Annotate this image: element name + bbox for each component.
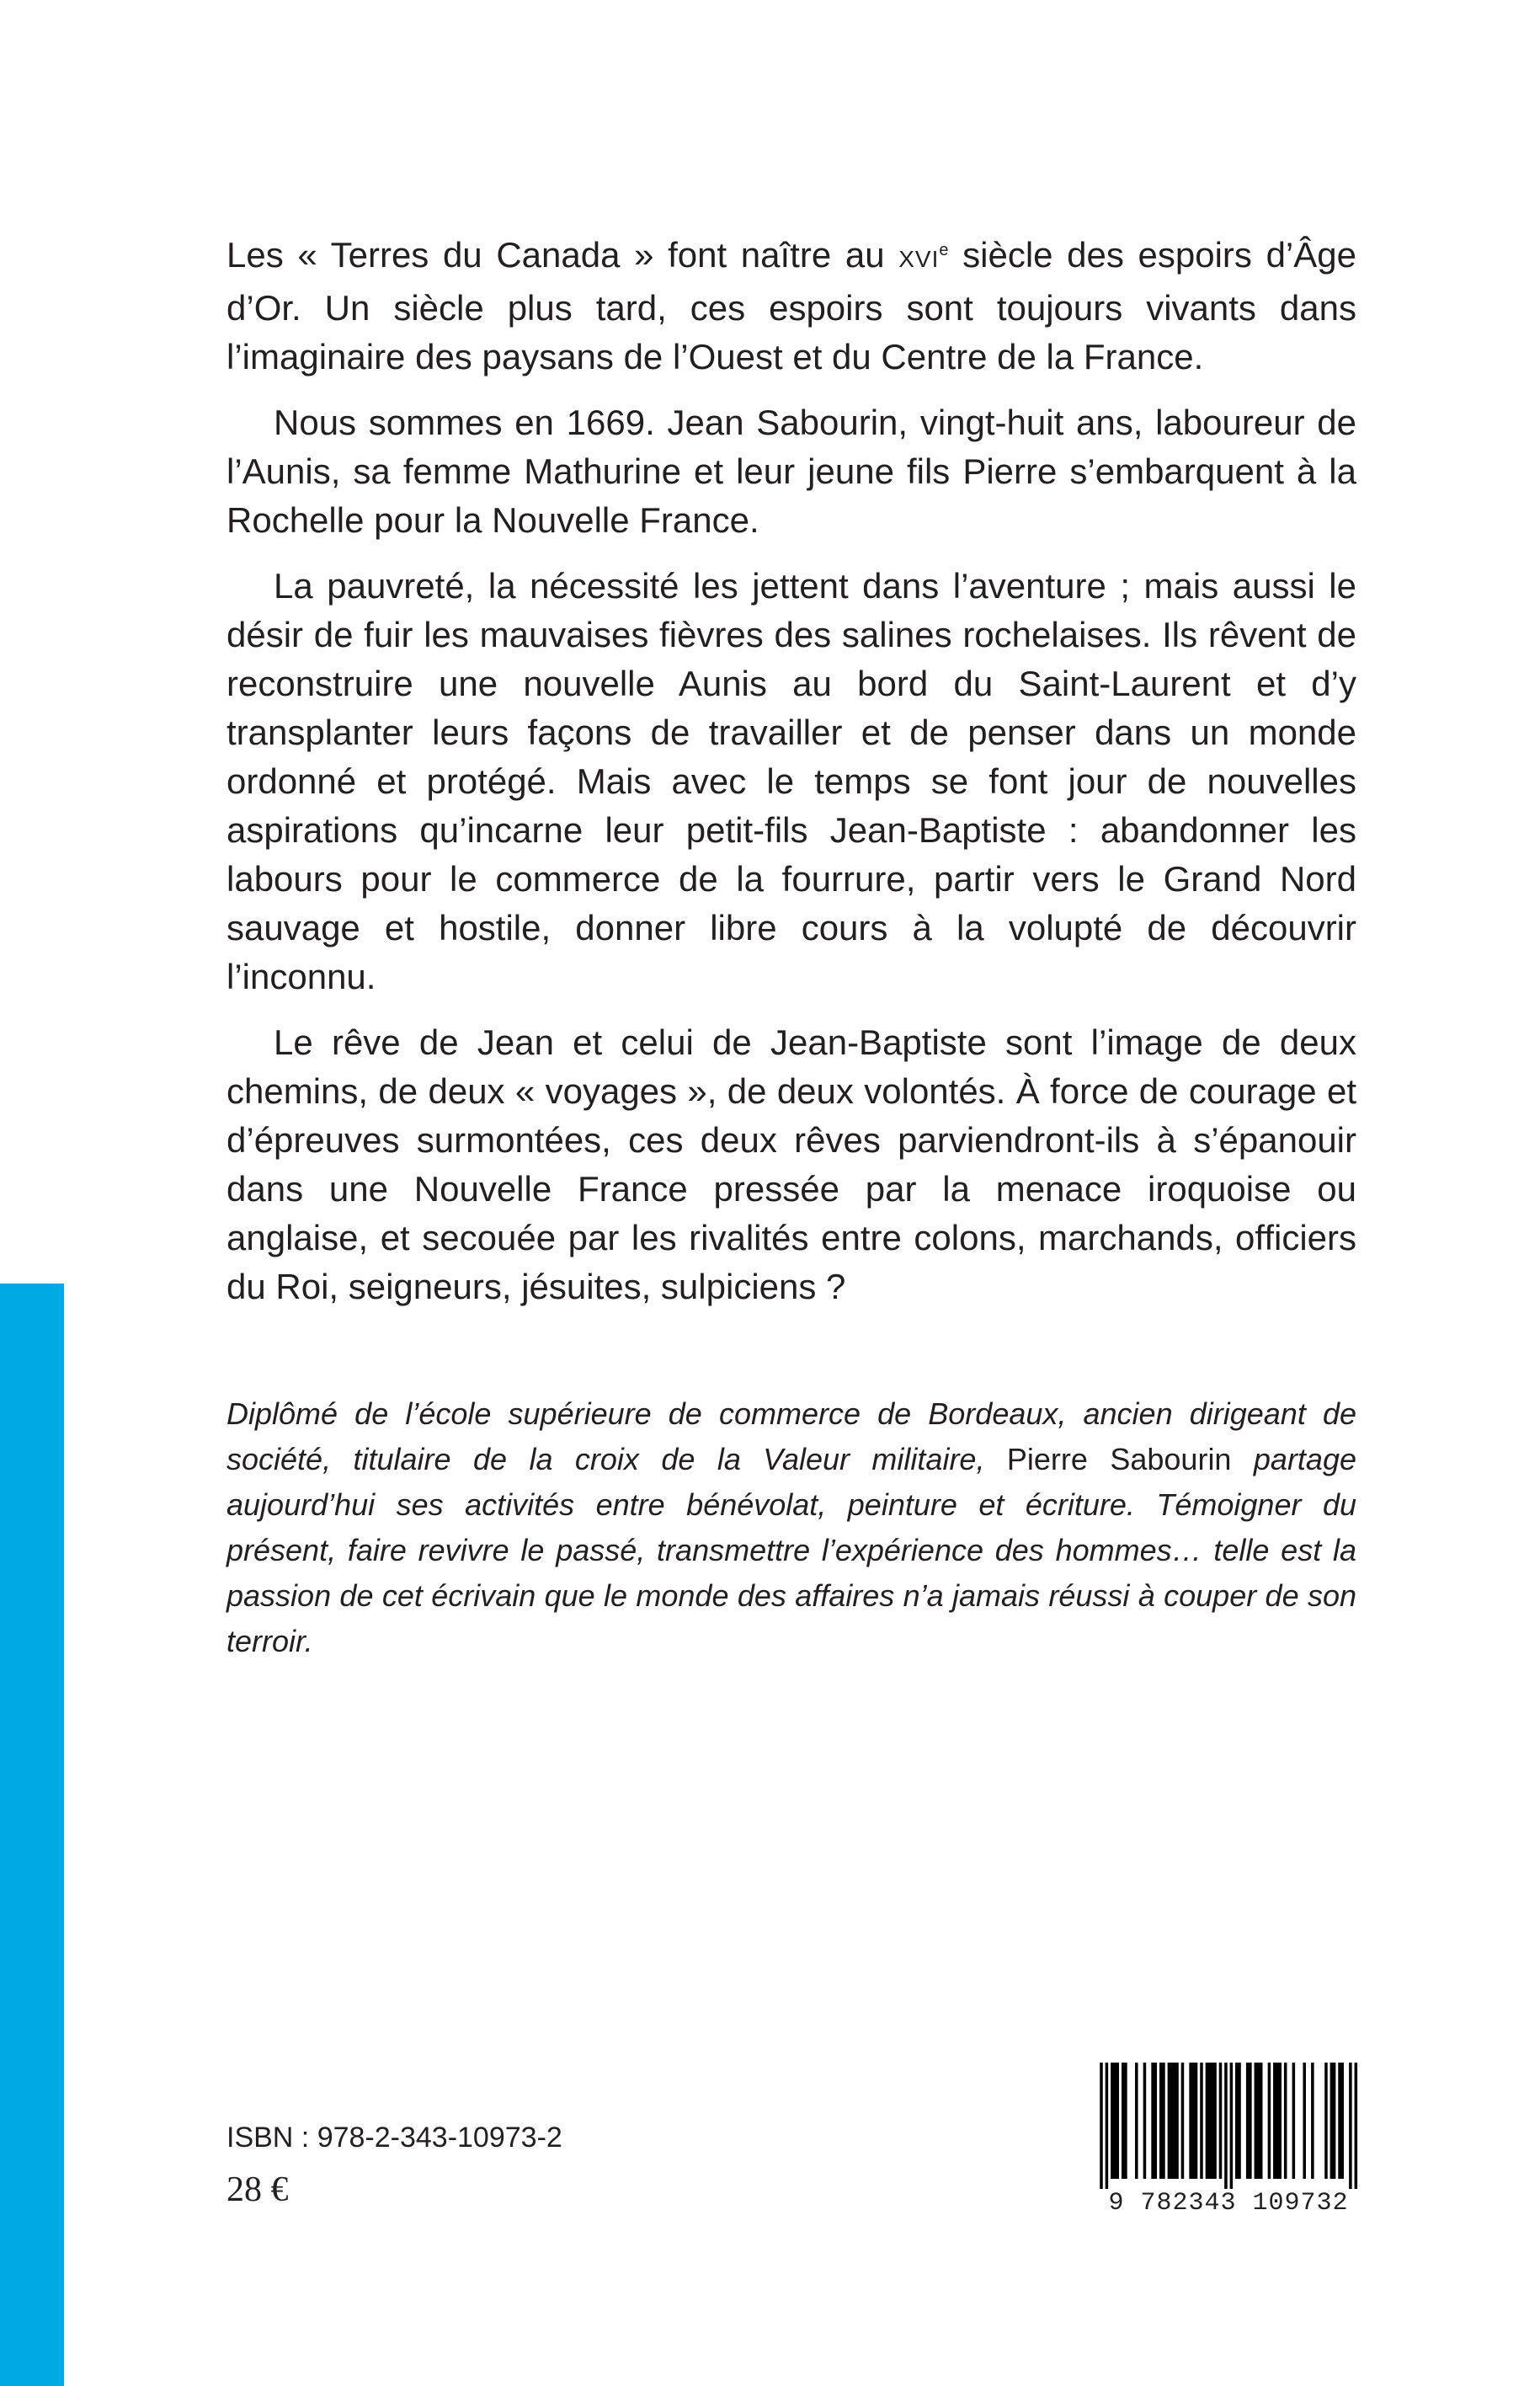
barcode-bar: [1260, 2063, 1263, 2179]
barcode-bar: [1246, 2063, 1250, 2179]
barcode-bar: [1175, 2063, 1179, 2179]
barcode-bars: [1097, 2063, 1360, 2189]
barcode-bar: [1268, 2063, 1271, 2179]
barcode-bar: [1338, 2063, 1341, 2179]
barcode-bar: [1333, 2063, 1336, 2179]
barcode-bar: [1192, 2063, 1196, 2179]
barcode-bar: [1122, 2063, 1125, 2179]
barcode-bar: [1273, 2063, 1276, 2179]
barcode-bar: [1173, 2063, 1176, 2179]
author-bio-start: Diplômé de l’école supérieure de commerce de Bordeaux, ancien dirigeant de société, titulaire de la croix de la Valeur militaire,: [226, 1396, 1356, 1476]
barcode-bar: [1135, 2063, 1138, 2179]
blurb-paragraph-3: La pauvreté, la nécessité les jettent dans l’aventure ; mais aussi le désir de fuir les mauvaises fièvres des salines rochelaises. Ils rêvent de reconstruire une nouvelle Aunis au bord du Saint-Laurent et d’y transplanter leurs façons de travailler et de penser dans un monde ordonné et protégé. Mais avec le temps se font jour de nouvelles aspirations qu’incarne leur petit-fils Jean-Baptiste : abandonner les labours pour le commerce de la fourrure, partir vers le Grand Nord sauvage et hostile, donner libre cours à la volupté de découvrir l’inconnu.: [226, 566, 1356, 996]
barcode-bar: [1279, 2063, 1282, 2179]
barcode-bar: [1340, 2063, 1344, 2179]
barcode-bar: [1159, 2063, 1163, 2179]
barcode-bar: [1330, 2063, 1334, 2179]
barcode-bar: [1249, 2063, 1252, 2179]
barcode-bar: [1170, 2063, 1174, 2179]
cover-side-band: [0, 1284, 64, 2386]
barcode-bar: [1116, 2063, 1120, 2179]
barcode: [1097, 2063, 1360, 2219]
barcode-bar: [1276, 2063, 1279, 2179]
author-bio: [226, 1391, 1356, 1664]
barcode-bar: [1143, 2063, 1147, 2179]
barcode-bar: [1324, 2063, 1328, 2179]
barcode-bar: [1213, 2063, 1217, 2179]
barcode-bar: [1124, 2063, 1127, 2179]
blurb-paragraph-2: Nous sommes en 1669. Jean Sabourin, vingt-huit ans, laboureur de l’Aunis, sa femme Mathurine et leur jeune fils Pierre s’embarquent à la Rochelle pour la Nouvelle France.: [226, 403, 1356, 540]
barcode-bar: [1162, 2063, 1165, 2179]
blurb-paragraph-4: Le rêve de Jean et celui de Jean-Baptiste sont l’image de deux chemins, de deux « voyages », de deux volontés. À force de courage et d’épreuves surmontées, ces deux rêves parviendront-ils à s’épanouir dans une Nouvelle France pressée par la menace iroquoise ou anglaise, et secouée par les rivalités entre colons, marchands, officiers du Roi, seigneurs, jésuites, sulpiciens ?: [226, 1022, 1356, 1306]
isbn-number: ISBN : 978-2-343-10973-2: [226, 2122, 562, 2154]
barcode-bar: [1257, 2063, 1260, 2179]
barcode-bar: [1200, 2063, 1203, 2179]
barcode-bar: [1206, 2063, 1209, 2179]
barcode-bar: [1151, 2063, 1154, 2179]
barcode-bar: [1355, 2063, 1358, 2189]
author-name: Pierre Sabourin: [1006, 1442, 1232, 1476]
blurb-paragraph-1-end: siècle des espoirs d’Âge d’Or. Un siècle plus tard, ces espoirs sont toujours vivants dans l’imaginaire des paysans de l’Ouest et du Centre de la France.: [226, 235, 1356, 376]
barcode-digits: 9 782343 109732: [1108, 2189, 1349, 2218]
barcode-bar: [1154, 2063, 1158, 2179]
barcode-bar: [1181, 2063, 1185, 2179]
barcode-bar: [1106, 2063, 1109, 2189]
century-numeral: XVIe: [898, 241, 949, 272]
barcode-bar: [1111, 2063, 1114, 2179]
barcode-bar: [1311, 2063, 1314, 2179]
barcode-bar: [1292, 2063, 1296, 2179]
barcode-bar: [1208, 2063, 1212, 2179]
barcode-bar: [1219, 2063, 1223, 2179]
barcode-bar: [1224, 2063, 1228, 2189]
blurb-paragraph-1: [226, 226, 1356, 382]
barcode-bar: [1238, 2063, 1241, 2179]
barcode-bar: [1284, 2063, 1287, 2179]
century-superscript: e: [939, 241, 949, 259]
author-bio-end: partage aujourd’hui ses activités entre bénévolat, peinture et écriture. Témoigner du présent, faire revivre le passé, transmettre l’expérience des hommes… telle est la passion de cet écrivain que le monde des affaires n’a jamais réussi à couper de son terroir.: [226, 1442, 1356, 1658]
blurb-paragraph-1-start: Les « Terres du Canada » font naître au: [226, 235, 899, 275]
barcode-bar: [1235, 2063, 1239, 2179]
barcode-bar: [1211, 2063, 1214, 2179]
barcode-bar: [1100, 2063, 1103, 2189]
barcode-bar: [1195, 2063, 1198, 2179]
barcode-bar: [1230, 2063, 1234, 2189]
back-cover-blurb: [226, 226, 1356, 1328]
barcode-bar: [1113, 2063, 1116, 2179]
barcode-bar: [1168, 2063, 1171, 2179]
barcode-bar: [1349, 2063, 1352, 2189]
barcode-bar: [1189, 2063, 1192, 2179]
barcode-bar: [1303, 2063, 1306, 2179]
barcode-bar: [1255, 2063, 1258, 2179]
price: 28 €: [226, 2170, 289, 2209]
